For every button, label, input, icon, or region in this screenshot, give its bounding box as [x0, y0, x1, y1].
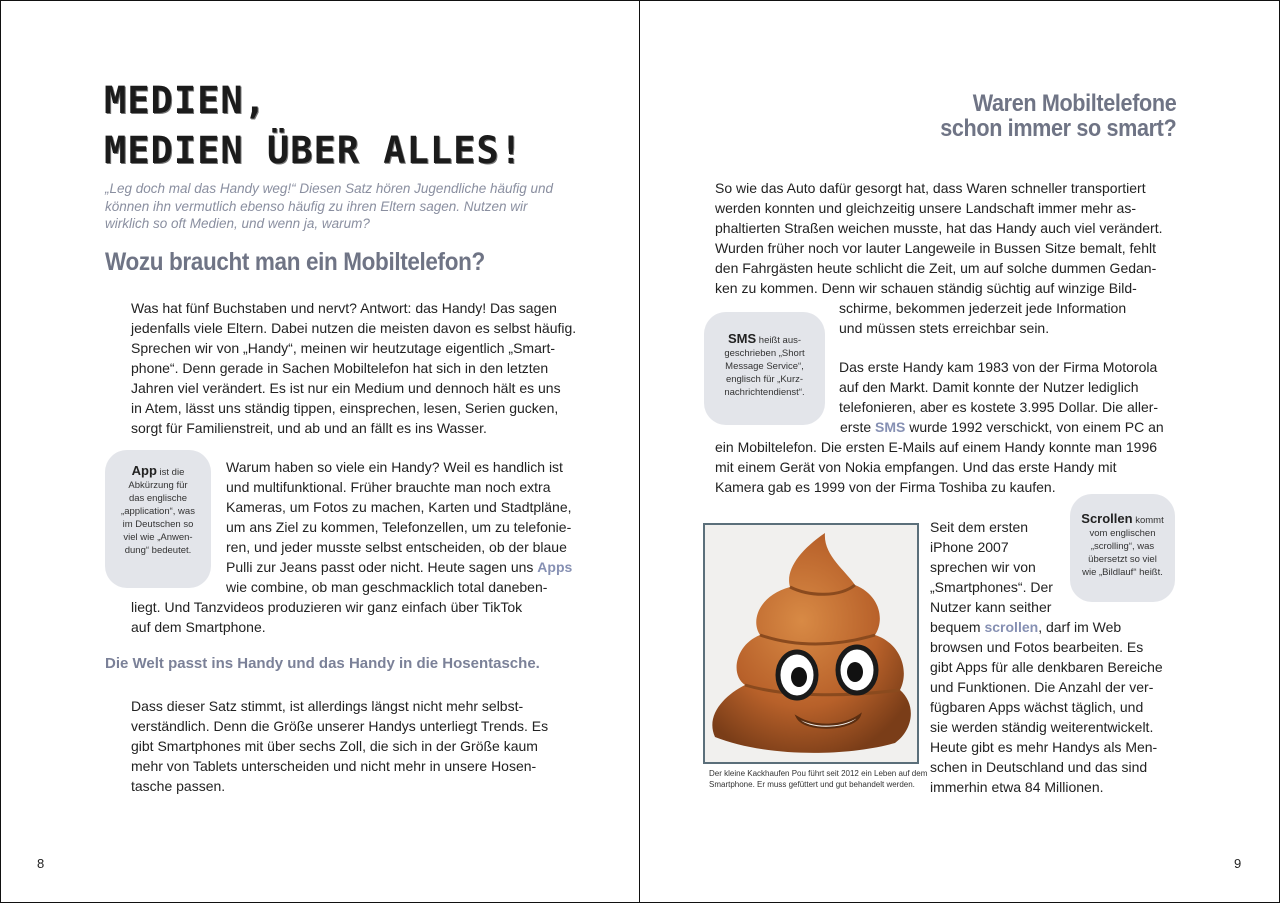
text-line	[226, 557, 572, 577]
text-line: ren, und jeder musste selbst entscheiden, ob der blaue	[226, 539, 567, 555]
callout-keyword: App	[131, 463, 157, 478]
text-line: gibt Apps für alle denkbaren Bereiche	[930, 659, 1163, 675]
intro-line: wirklich so oft Medien, und wenn ja, warum?	[105, 216, 370, 231]
right-paragraph-1	[715, 178, 1162, 298]
text-line: mehr von Tablets unterscheiden und nicht mehr in unsere Hosen-	[131, 758, 537, 774]
photo-caption	[709, 769, 929, 790]
heading-line: Waren Mobiltelefone	[972, 90, 1176, 117]
right-section-heading	[940, 91, 1176, 141]
callout-text: übersetzt so viel	[1088, 554, 1157, 565]
plush-right-pupil	[847, 662, 863, 682]
text-fragment: , darf im Web	[1038, 619, 1122, 635]
text-line: Seit dem ersten	[930, 519, 1029, 535]
heading-line: schon immer so smart?	[939, 115, 1176, 142]
left-paragraph-2	[226, 457, 572, 597]
app-definition-callout	[105, 450, 211, 588]
text-line: Das erste Handy kam 1983 von der Firma Motorola	[839, 359, 1158, 375]
text-line: wie combine, ob man geschmacklich total daneben-	[226, 579, 548, 595]
text-line: Wurden früher noch vor lauter Langeweile in Bussen Sitze bemalt, fehlt	[715, 240, 1156, 256]
callout-text: Message Service“,	[725, 361, 804, 372]
text-fragment: Pulli zur Jeans passt oder nicht. Heute sagen uns	[226, 559, 534, 575]
text-line: „Smartphones“. Der	[930, 579, 1053, 595]
text-line	[930, 617, 1163, 637]
text-line: Heute gibt es mehr Handys als Men-	[930, 739, 1158, 755]
text-fragment: bequem	[930, 619, 981, 635]
callout-text: englisch für „Kurz-	[725, 374, 804, 385]
text-line: schirme, bekommen jederzeit jede Information	[839, 300, 1127, 316]
page-number-left: 8	[37, 856, 45, 871]
text-line: auf den Markt. Damit konnte der Nutzer lediglich	[839, 379, 1139, 395]
callout-text: das englische	[128, 493, 188, 504]
left-paragraph-1	[131, 298, 576, 438]
text-line: den Fahrgästen heute schlicht die Zeit, um auf solche dummen Gedan-	[715, 260, 1157, 276]
pou-plush-photo	[703, 523, 919, 764]
section-heading: Wozu braucht man ein Mobiltelefon?	[105, 248, 485, 276]
sub-heading: Die Welt passt ins Handy und das Handy in die Hosentasche.	[105, 655, 540, 672]
pou-plush-illustration	[705, 525, 917, 762]
text-fragment: wurde 1992 verschickt, von einem PC an	[909, 419, 1164, 435]
scrollen-definition-callout	[1070, 494, 1175, 602]
sms-definition-callout	[704, 312, 825, 425]
callout-text: wie „Bildlauf“ heißt.	[1082, 567, 1163, 578]
sms-glossary-term: SMS	[875, 419, 906, 435]
text-line: und müssen stets erreichbar sein.	[839, 320, 1050, 336]
callout-keyword: SMS	[727, 331, 757, 346]
callout-text: „application“, was	[121, 506, 195, 517]
text-line: fügbaren Apps wächst täglich, und	[930, 699, 1144, 715]
apps-glossary-term: Apps	[537, 559, 573, 575]
text-line: Jahren viel verändert. Es ist nur ein Medium und dennoch hält es uns	[131, 380, 561, 396]
callout-text: kommt	[1135, 515, 1164, 526]
text-line: Dass dieser Satz stimmt, ist allerdings längst nicht mehr selbst-	[131, 698, 524, 714]
text-line: browsen und Fotos bearbeiten. Es	[930, 639, 1144, 655]
chapter-title	[104, 76, 523, 176]
text-line: gibt Smartphones mit über sechs Zoll, die sich in der Größe kaum	[131, 738, 538, 754]
callout-text: ist die	[159, 467, 185, 478]
text-line: Kamera gab es 1999 von der Firma Toshiba zu kaufen.	[715, 479, 1056, 495]
text-line: sprechen wir von	[930, 559, 1036, 575]
text-line: immerhin etwa 84 Millionen.	[930, 779, 1104, 795]
text-line: ken zu kommen. Denn wir schauen ständig süchtig auf winzige Bild-	[715, 280, 1137, 296]
text-line: mit einem Gerät von Nokia empfangen. Und das erste Handy mit	[715, 459, 1117, 475]
sms-line	[840, 417, 1164, 437]
callout-text: vom englischen	[1089, 528, 1156, 539]
chapter-title-line-1: MEDIEN,	[104, 79, 267, 122]
text-line: um ans Ziel zu kommen, Telefonzellen, um zu telefonie-	[226, 519, 572, 535]
text-fragment: erste	[840, 419, 872, 435]
text-line: Was hat fünf Buchstaben und nervt? Antwort: das Handy! Das sagen	[131, 300, 557, 316]
text-line: auf dem Smartphone.	[131, 619, 266, 635]
text-line: sie werden ständig weiterentwickelt.	[930, 719, 1154, 735]
intro-line: „Leg doch mal das Handy weg!“ Diesen Satz hören Jugendliche häufig und	[105, 181, 554, 196]
text-line: Kameras, um Fotos zu machen, Karten und Stadtpläne,	[226, 499, 572, 515]
text-line: liegt. Und Tanzvideos produzieren wir ganz einfach über TikTok	[131, 599, 523, 615]
text-line: jedenfalls viele Eltern. Dabei nutzen die meisten davon es selbst häufig.	[131, 320, 577, 336]
text-line: Nutzer kann seither	[930, 599, 1052, 615]
callout-text: „scrolling“, was	[1090, 541, 1155, 552]
left-paragraph-3	[131, 696, 548, 796]
text-line: sorgt für Familienstreit, und ab und an fällt es ins Wasser.	[131, 420, 487, 436]
callout-keyword: Scrollen	[1081, 511, 1133, 526]
callout-text: dung“ bedeutet.	[124, 545, 192, 556]
text-line: So wie das Auto dafür gesorgt hat, dass Waren schneller transportiert	[715, 180, 1146, 196]
intro-line: können ihn vermutlich ebenso häufig zu ihren Eltern sagen. Nutzen wir	[105, 198, 528, 214]
text-line: und multifunktional. Früher brauchte man noch extra	[226, 479, 551, 495]
callout-text: viel wie „Anwen-	[123, 532, 193, 543]
text-line: schen in Deutschland und das sind	[930, 759, 1148, 775]
text-line: iPhone 2007	[930, 539, 1009, 555]
text-line: tasche passen.	[131, 778, 226, 794]
scrollen-glossary-term: scrollen	[984, 619, 1039, 635]
right-paragraph-1-indent	[839, 298, 1126, 338]
text-line: phone“. Denn gerade in Sachen Mobiltelefon hat sich in den letzten	[131, 360, 549, 376]
text-line: Sprechen wir von „Handy“, meinen wir heutzutage eigentlich „Smart-	[131, 340, 556, 356]
text-line: Warum haben so viele ein Handy? Weil es handlich ist	[226, 459, 563, 475]
text-line: telefonieren, aber es kostete 3.995 Dollar. Die aller-	[839, 399, 1159, 415]
text-line: verständlich. Denn die Größe unserer Handys unterliegt Trends. Es	[131, 718, 549, 734]
intro-text	[105, 180, 575, 233]
caption-line: Smartphone. Er muss gefüttert und gut behandelt werden.	[709, 779, 915, 789]
callout-text: im Deutschen so	[122, 519, 194, 530]
text-line: phaltierten Straßen weichen musste, hat das Handy auch viel verändert.	[715, 220, 1163, 236]
text-line: und Funktionen. Die Anzahl der ver-	[930, 679, 1154, 695]
callout-text: nachrichtendienst“.	[724, 387, 805, 398]
right-paragraph-2	[715, 437, 1157, 497]
callout-text: geschrieben „Short	[724, 348, 805, 359]
text-line: ein Mobiltelefon. Die ersten E-Mails auf einem Handy konnte man 1996	[715, 439, 1158, 455]
text-line: in Atem, lässt uns ständig tippen, einsprechen, lesen, Serien gucken,	[131, 400, 559, 416]
callout-text: heißt aus-	[758, 335, 802, 346]
plush-left-pupil	[791, 667, 807, 687]
right-paragraph-2-indent	[839, 357, 1158, 417]
text-line: werden konnten und gleichzeitig unsere Landschaft immer mehr as-	[715, 200, 1137, 216]
text-line	[840, 417, 1164, 437]
left-paragraph-2-tail	[131, 597, 522, 637]
chapter-title-line-2: MEDIEN ÜBER ALLES!	[104, 129, 523, 172]
page-number-right: 9	[1234, 856, 1242, 871]
callout-text: Abkürzung für	[128, 480, 188, 491]
caption-line: Der kleine Kackhaufen Pou führt seit 2012 ein Leben auf dem	[709, 769, 928, 778]
